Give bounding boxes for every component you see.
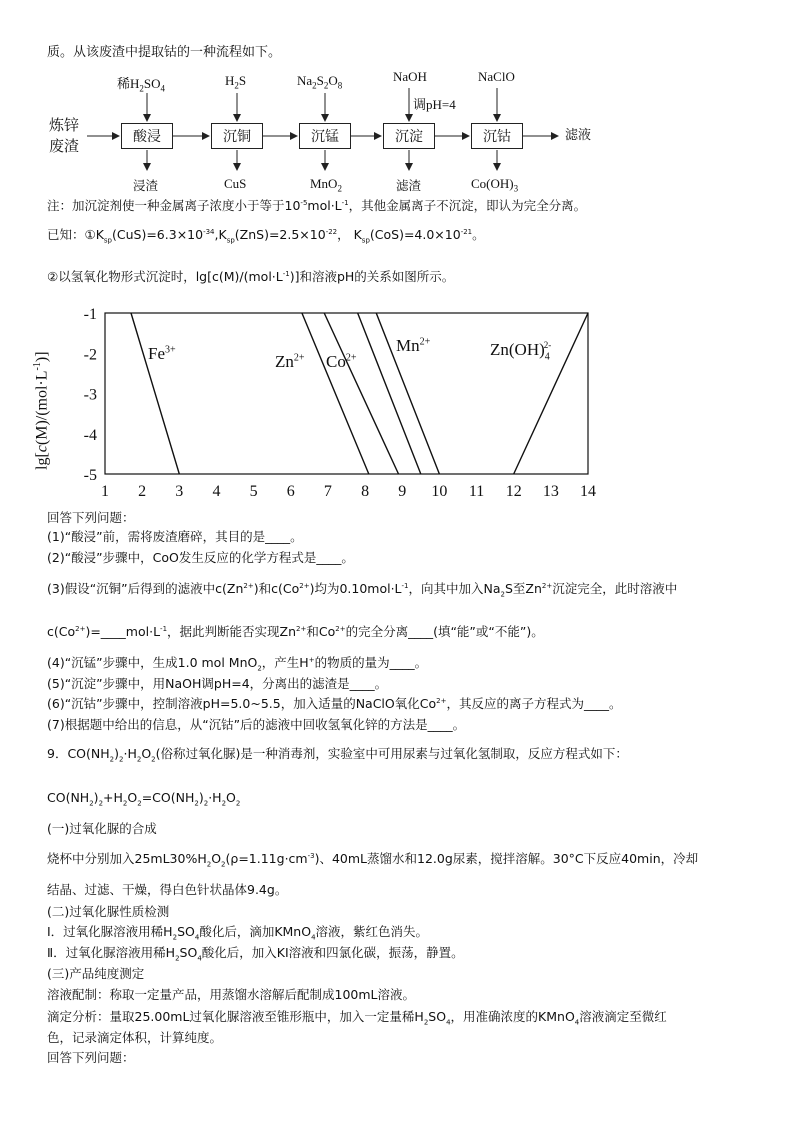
step-box-manganese: 沉锰	[299, 123, 351, 149]
known-ksp: 已知：$①K_{sp}(CuS)=6.3\times 10^{-34},K_{sp}(ZnS)=2.5\times 10^{-22}$， $K_{sp}(CoS)=4.0\times 10^{-21}$。	[47, 227, 485, 245]
plot-frame	[105, 313, 588, 474]
x-tick-label: 9	[398, 483, 407, 500]
note-text: 注：加沉淀剂使一种金属离子浓度小于等于$10^{-5}mol\cdot L^{-1}$，其他金属离子不沉淀，即认为完全分离。	[47, 198, 587, 213]
x-tick-label: 12	[505, 483, 522, 500]
question-3-line2: $c(Co^{2+})=\_\_\_\_mol\cdot L^{-1}$，据此判断能否实现$Zn^{2+}$和$Co^{2+}$的完全分离____(填“能”或“不能”)。	[47, 624, 544, 639]
section-2-title: (二)过氧化脲性质检测	[47, 904, 170, 919]
reagent-label-h2so4: 稀$H_2SO_4$	[117, 76, 166, 94]
x-tick-label: 11	[468, 483, 485, 500]
y-tick-label: -4	[83, 426, 97, 444]
series-label-zn: $Zn^{2+}$	[275, 352, 305, 371]
reaction-equation: $CO(NH_2)_2+H_2O_2=CO(NH_2)_2\cdot H_2O_2$	[47, 790, 241, 808]
answer-header: 回答下列问题：	[47, 510, 135, 525]
series-label-mn: $Mn^{2+}$	[396, 336, 431, 355]
series-label-zincate: $Zn(OH)_4^{2-}$	[490, 340, 552, 363]
product-label-filter-residue: 滤渣	[396, 178, 422, 193]
reagent-label-na2s2o8: $Na_2S_2O_8$	[297, 73, 343, 91]
flow-start-line2: 废渣	[49, 137, 80, 155]
x-tick-label: 2	[138, 483, 147, 500]
x-tick-label: 5	[249, 483, 258, 500]
reagent-label-h2s: $H_2S$	[225, 73, 247, 91]
x-tick-label: 14	[580, 483, 596, 500]
flow-start-line1: 炼锌	[49, 116, 80, 134]
y-tick-label: -5	[83, 467, 97, 484]
question-1: (1)“酸浸”前，需将废渣磨碎，其目的是____。	[47, 529, 303, 544]
problem-9-intro: 9．$CO(NH_2)_2\cdot H_2O_2$(俗称过氧化脲)是一种消毒剂，实验室中可用尿素与过氧化氢制取，反应方程式如下：	[47, 746, 628, 764]
section-2-item-2: Ⅱ．过氧化脲溶液用稀$H_2SO_4$酸化后，加入KI溶液和四氯化碳，振荡，静置。	[47, 945, 464, 963]
step-box-precipitate: 沉淀	[383, 123, 435, 149]
section-3-text-c: 色，记录滴定体积，计算纯度。	[47, 1030, 223, 1045]
section-2-item-1: Ⅰ．过氧化脲溶液用稀$H_2SO_4$酸化后，滴加KMnO$_4$溶液，紫红色消失。	[47, 924, 429, 942]
reagent-label-naclo: NaClO	[478, 69, 515, 84]
reagent-label-naoh: NaOH	[393, 69, 427, 84]
x-tick-label: 13	[542, 483, 559, 500]
question-7: (7)根据题中给出的信息，从“沉钴”后的滤液中回收氢氧化锌的方法是____。	[47, 717, 466, 732]
section-1-text-a: 烧杯中分别加入$25mL30\%H_2O_2(\rho=1.11g\cdot cm^{-3})$、40mL蒸馏水和12.0g尿素，搅拌溶解。30°C下反应40min，冷却	[47, 851, 699, 869]
product-label-mno2: MnO$_2$	[310, 176, 342, 194]
x-tick-label: 7	[323, 483, 332, 500]
x-tick-label: 4	[212, 483, 221, 500]
product-label-residue: 浸渣	[133, 178, 159, 193]
section-3-title: (三)产品纯度测定	[47, 966, 145, 981]
series-label-fe: $Fe^{3+}$	[148, 344, 176, 363]
question-4: (4)“沉锰”步骤中，生成1.0 mol MnO$_2$，产生H+的物质的量为____。	[47, 655, 428, 673]
x-tick-label: 10	[431, 483, 448, 500]
step-box-cobalt: 沉钴	[471, 123, 523, 149]
step-box-acid-leach: 酸浸	[121, 123, 173, 149]
section-3-text-a: 溶液配制：称取一定量产品，用蒸馏水溶解后配制成100mL溶液。	[47, 987, 416, 1002]
section-3-text-b: 滴定分析：量取25.00mL过氧化脲溶液至锥形瓶中，加入一定量稀$H_2SO_4$，用准确浓度的KMnO$_4$溶液滴定至微红	[47, 1009, 667, 1027]
known-chart-intro: ②以氢氧化物形式沉淀时，$\lg[c(M)/(mol\cdot L^{-1})]$和溶液pH的关系如图所示。	[47, 269, 455, 284]
question-6: (6)“沉钴”步骤中，控制溶液pH=5.0~5.5，加入适量的NaClO氧化$Co^{2+}$，其反应的离子方程式为____。	[47, 696, 622, 711]
tail-prompt: 回答下列问题：	[47, 1050, 135, 1065]
y-tick-label: -2	[83, 346, 97, 364]
series-label-co: $Co^{2+}$	[326, 352, 357, 371]
question-5: (5)“沉淀”步骤中，用NaOH调pH=4，分离出的滤渣是____。	[47, 676, 388, 691]
ph-adjust-label: 调pH=4	[413, 97, 456, 112]
intro-text: 质。从该废渣中提取钴的一种流程如下。	[47, 45, 282, 60]
step-box-copper: 沉铜	[211, 123, 263, 149]
precipitation-chart	[0, 0, 794, 520]
section-1-text-b: 结晶、过滤、干燥，得白色针状晶体9.4g。	[47, 882, 288, 897]
section-1-title: (一)过氧化脲的合成	[47, 821, 157, 836]
product-label-cooh3: $Co(OH)_3$	[471, 176, 519, 194]
question-2: (2)“酸浸”步骤中，CoO发生反应的化学方程式是____。	[47, 550, 354, 565]
x-tick-label: 3	[175, 483, 184, 500]
flow-end-label: 滤液	[565, 128, 592, 143]
question-3-line1: (3)假设“沉铜”后得到的滤液中$c(Zn^{2+})$和$c(Co^{2+})$均为$0.10mol\cdot L^{-1}$，向其中加入$Na_2S$至$Zn^{2+}$沉淀完全，此时溶液中	[47, 581, 678, 599]
y-axis-label: $\lg[c(M)/(mol\cdot L^{-1})]$	[32, 351, 51, 470]
product-label-cus: CuS	[224, 176, 247, 191]
series-line-5	[514, 313, 588, 474]
x-tick-label: 8	[361, 483, 370, 500]
series-line-0	[131, 313, 179, 474]
y-tick-label: -1	[83, 306, 97, 323]
y-tick-label: -3	[83, 386, 97, 404]
x-tick-label: 1	[101, 483, 109, 500]
x-tick-label: 6	[286, 483, 295, 500]
